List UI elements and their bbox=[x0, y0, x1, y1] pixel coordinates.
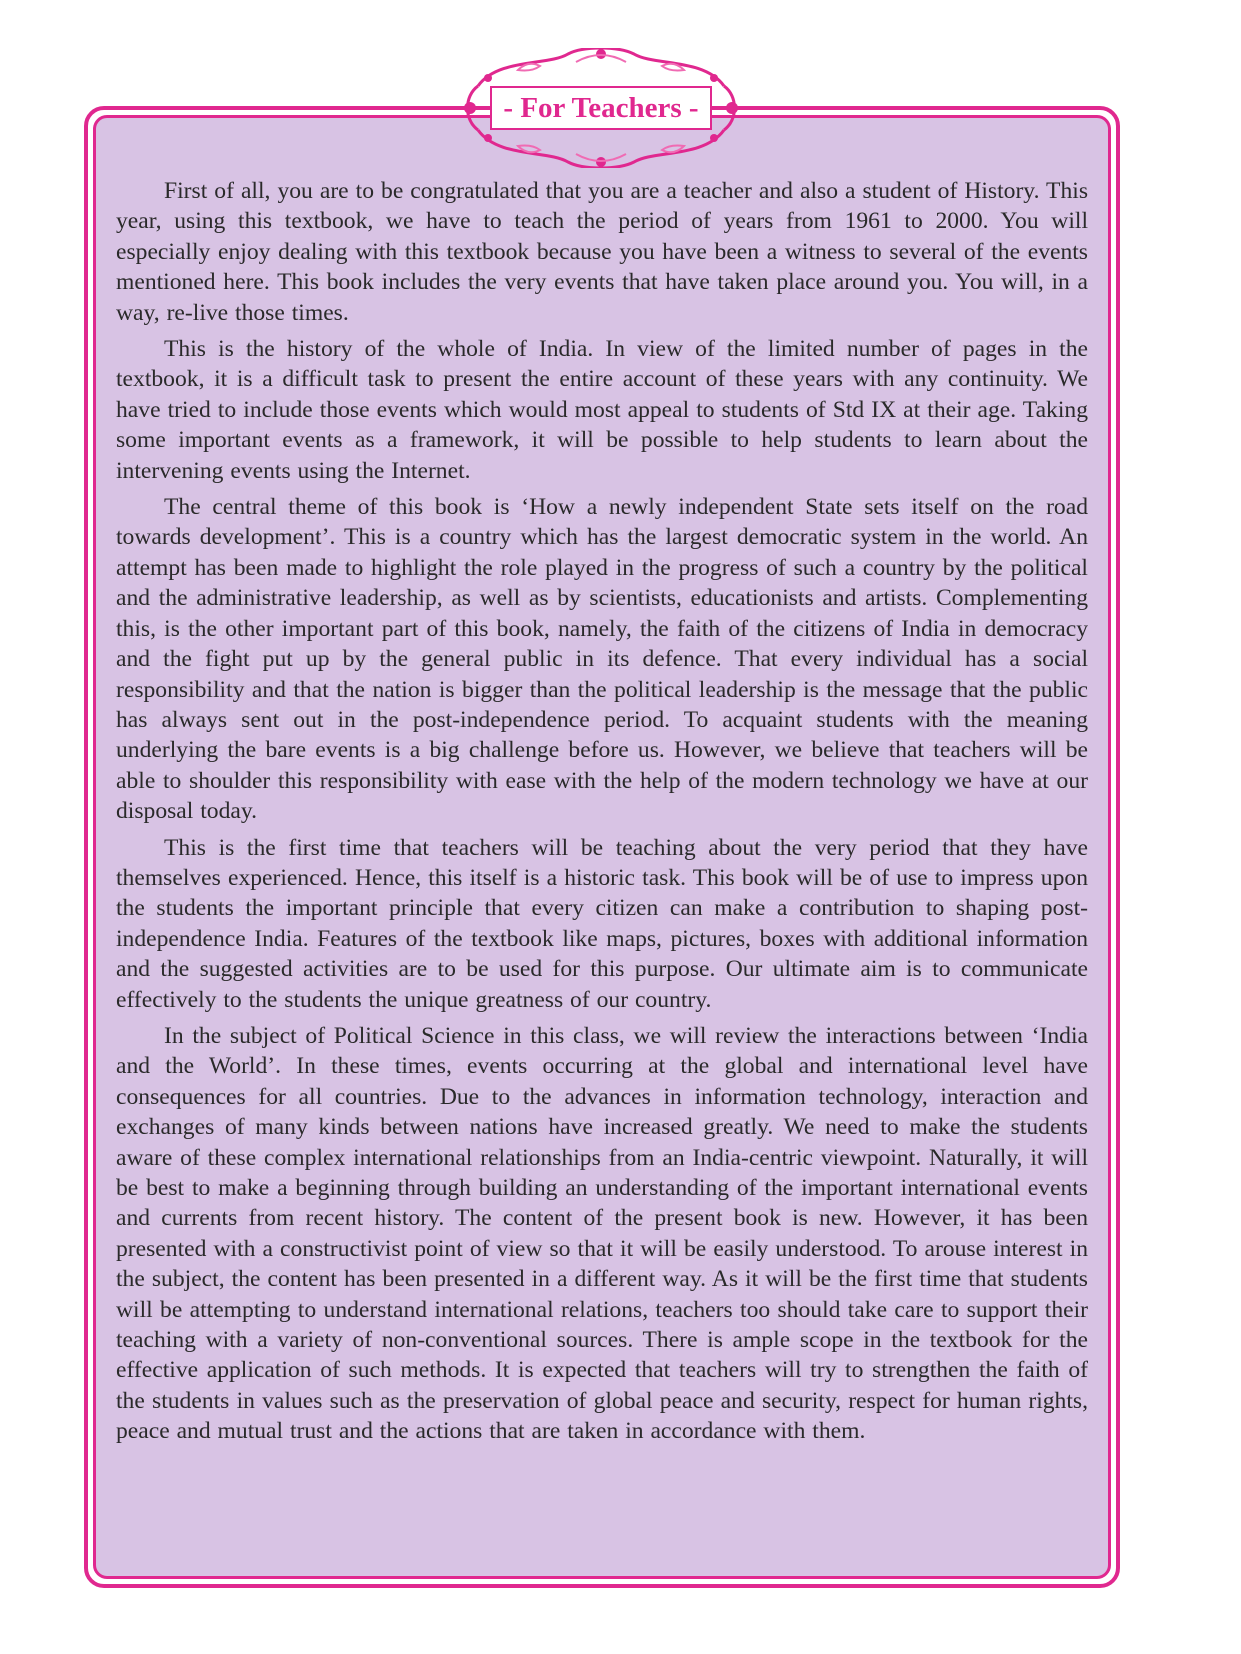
paragraph-4: This is the first time that teachers will be teaching about the very period that they have themselves experienced. Hence, this itself is a historic task. This book will be of use to impress upon the students the important principle that every citizen can make a contribution to shaping post-independence India. Features of the textbook like maps, pictures, boxes with additional information and the suggested activities are to be used for this purpose. Our ultimate aim is to communicate effectively to the students the unique greatness of our country. bbox=[116, 834, 1088, 1013]
paragraph-5: In the subject of Political Science in this class, we will review the interactions between ‘India and the World’. In these times, events occurring at the global and international level have consequences for all countries. Due to the advances in information technology, interaction and exchanges of many kinds between nations have increased greatly. We need to make the students aware of these complex international relationships from an India-centric viewpoint. Naturally, it will be best to make a beginning through building an understanding of the important international events and currents from recent history. The content of the present book is new. However, it has been presented with a constructivist point of view so that it will be easily understood. To arouse interest in the subject, the content has been presented in a different way. As it will be the first time that students will be attempting to understand international relations, teachers too should take care to support their teaching with a variety of non-conventional sources. There is ample scope in the textbook for the effective application of such methods. It is expected that teachers will try to strengthen the faith of the students in values such as the preservation of global peace and security, respect for human rights, peace and mutual trust and the actions that are taken in accordance with them. bbox=[116, 1022, 1088, 1445]
body-text bbox=[116, 176, 1088, 1453]
paragraph-2: This is the history of the whole of India. In view of the limited number of pages in the textbook, it is a difficult task to present the entire account of these years with any continuity. We have tried to include those events which would most appeal to students of Std IX at their age. Taking some important events as a framework, it will be possible to help students to learn about the intervening events using the Internet. bbox=[116, 336, 1088, 484]
paragraph-3: The central theme of this book is ‘How a newly independent State sets itself on the road towards development’. This is a country which has the largest democratic system in the world. An attempt has been made to highlight the role played in the progress of such a country by the political and the administrative leadership, as well as by scientists, educationists and artists. Complementing this, is the other important part of this book, namely, the faith of the citizens of India in democracy and the fight put up by the general public in its defence. That every individual has a social responsibility and that the nation is bigger than the political leadership is the message that the public has always sent out in the post-independence period. To acquaint students with the meaning underlying the bare events is a big challenge before us. However, we believe that teachers will be able to shoulder this responsibility with ease with the help of the modern technology we have at our disposal today. bbox=[116, 494, 1088, 825]
page-title: - For Teachers - bbox=[490, 86, 712, 130]
paragraph-1: First of all, you are to be congratulated that you are a teacher and also a student of History. This year, using this textbook, we have to teach the period of years from 1961 to 2000. You will especially enjoy dealing with this textbook because you have been a witness to several of the events mentioned here. This book includes the very events that have taken place around you. You will, in a way, re-live those times. bbox=[116, 178, 1088, 326]
